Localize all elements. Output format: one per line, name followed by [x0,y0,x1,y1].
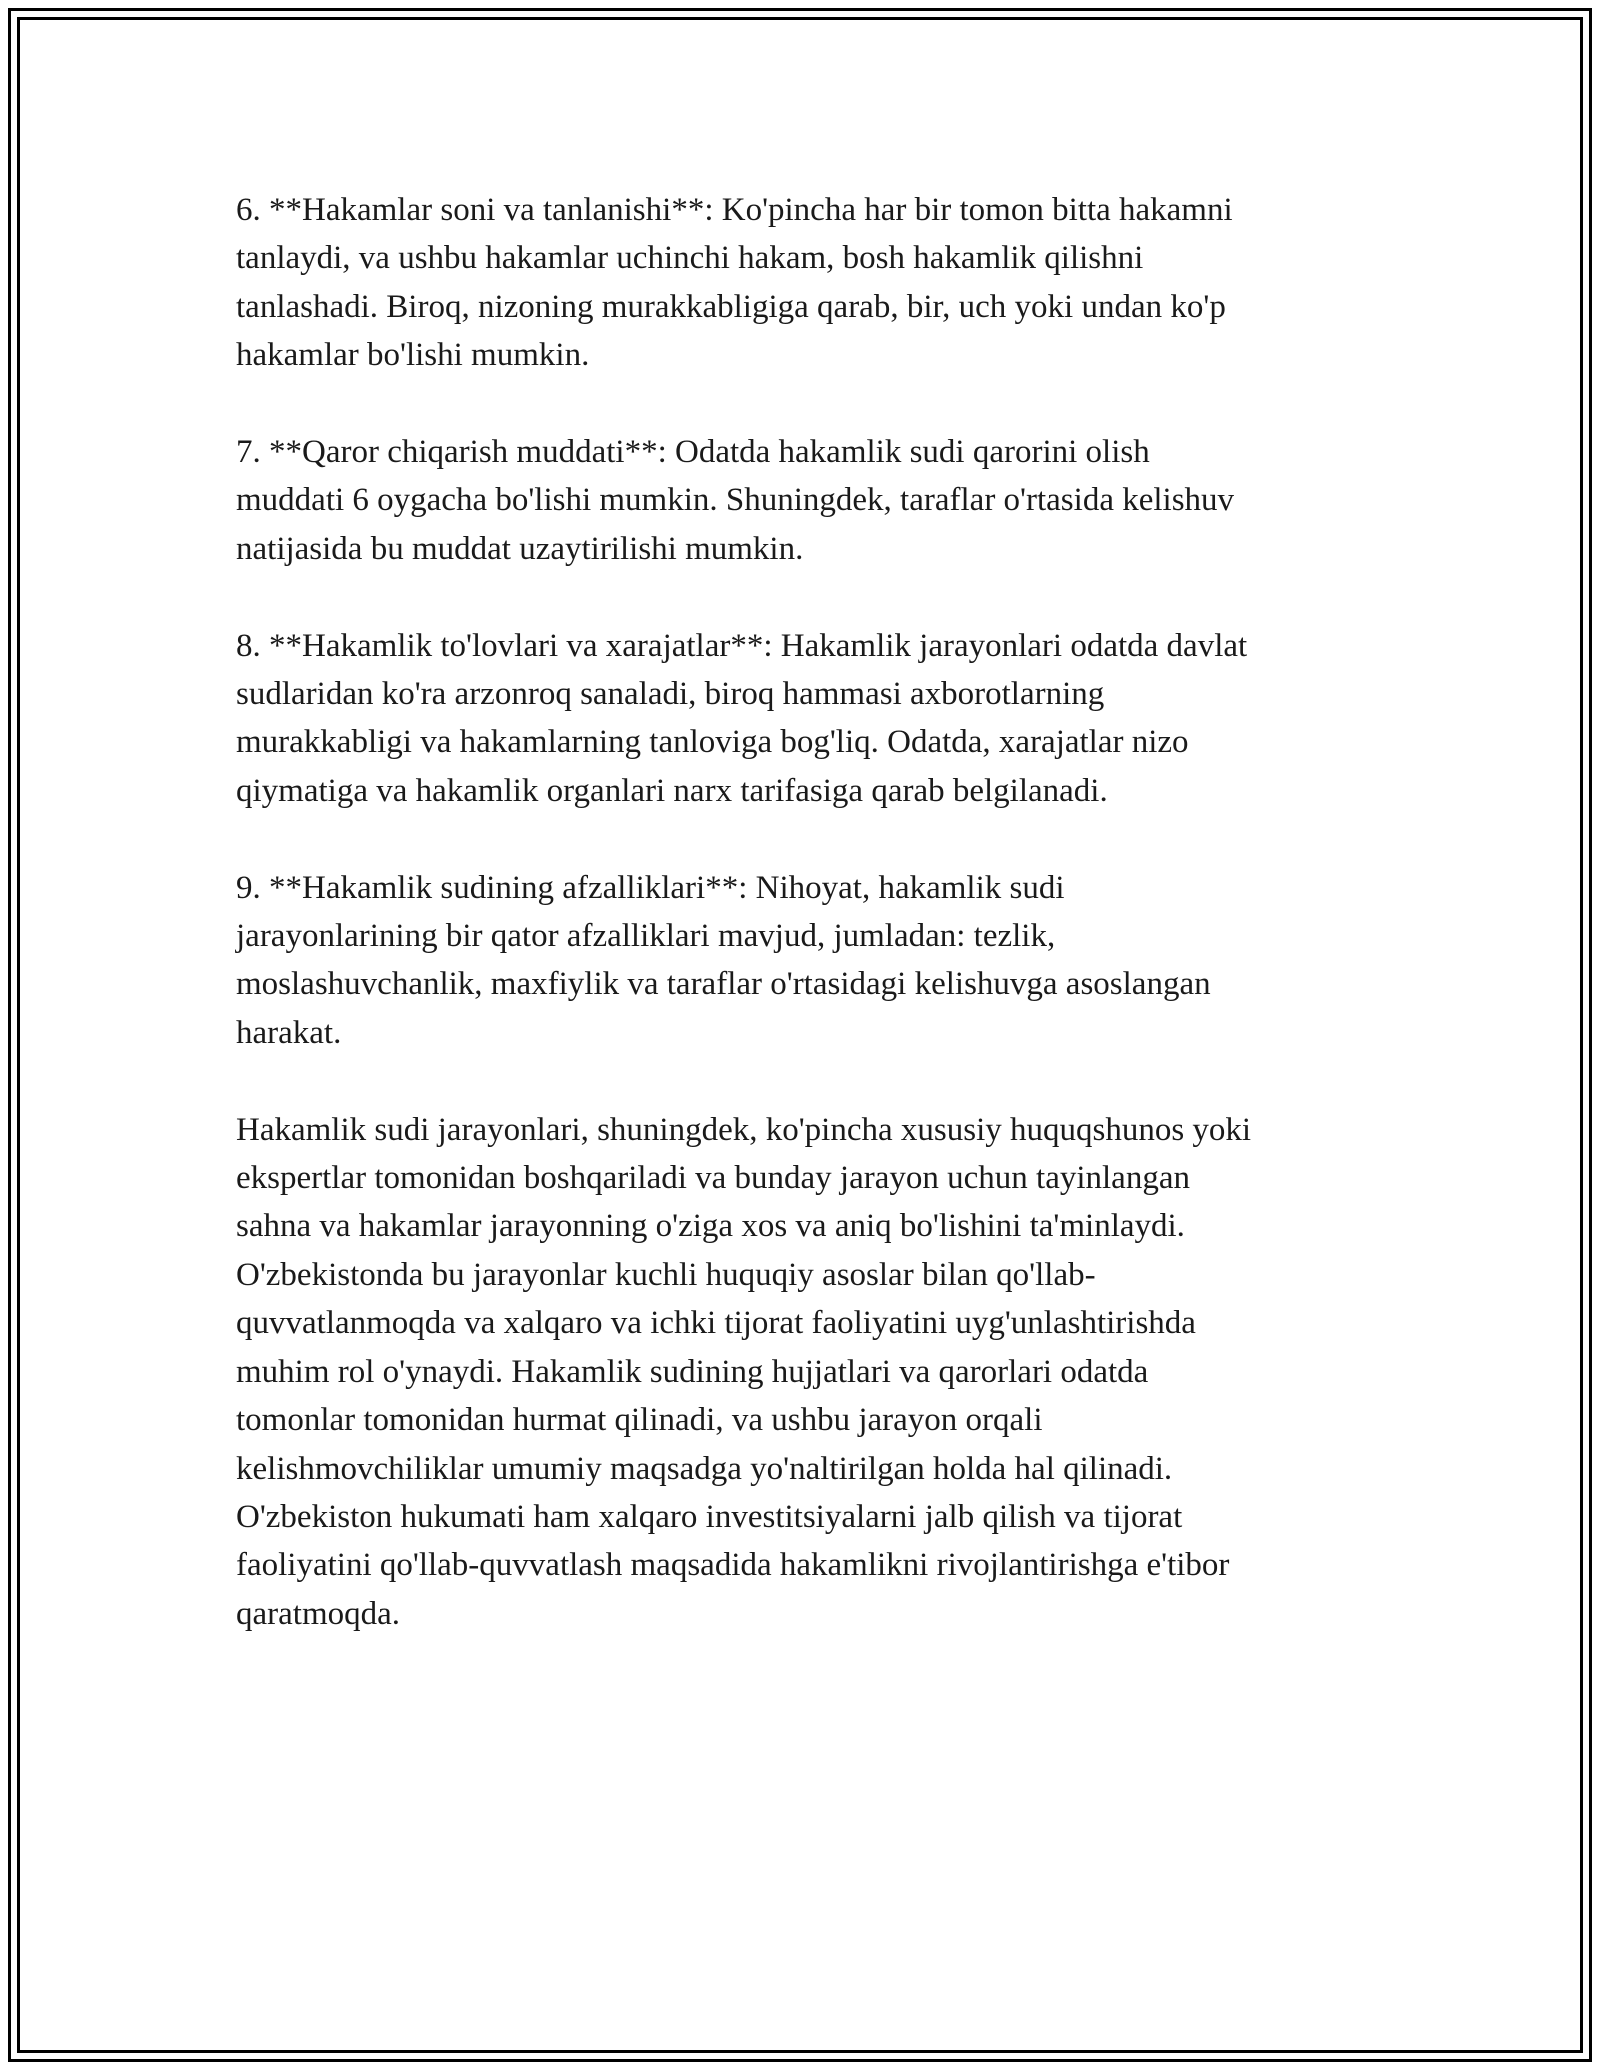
paragraph-item-9: 9. **Hakamlik sudining afzalliklari**: Nihoyat, hakamlik sudi jarayonlarining bir qator afzalliklari mavjud, jumladan: tezlik, moslashuvchanlik, maxfiylik va taraflar o'rtasidagi kelishuvga asoslangan harakat. [236,869,1211,1051]
document-body [236,186,1376,1638]
paragraph-conclusion: Hakamlik sudi jarayonlari, shuningdek, ko'pincha xususiy huquqshunos yoki ekspertlar tomonidan boshqariladi va bunday jarayon uchun tayinlangan sahna va hakamlar jarayonning o'ziga xos va aniq bo'lishini ta'minlaydi. O'zbekistonda bu jarayonlar kuchli huquqiy asoslar bilan qo'llab- quvvatlanmoqda va xalqaro va ichki tijorat faoliyatini uyg'unlashtirishda muhim rol o'ynaydi. Hakamlik sudining hujjatlari va qarorlari odatda tomonlar tomonidan hurmat qilinadi, va ushbu jarayon orqali kelishmovchiliklar umumiy maqsadga yo'naltirilgan holda hal qilinadi. O'zbekiston hukumati ham xalqaro investitsiyalarni jalb qilish va tijorat faoliyatini qo'llab-quvvatlash maqsadida hakamlikni rivojlantirishga e'tibor qaratmoqda. [236,1111,1252,1632]
paragraph-item-8: 8. **Hakamlik to'lovlari va xarajatlar**: Hakamlik jarayonlari odatda davlat sudlaridan ko'ra arzonroq sanaladi, biroq hammasi axborotlarning murakkabligi va hakamlarning tanloviga bog'liq. Odatda, xarajatlar nizo qiymatiga va hakamlik organlari narx tarifasiga qarab belgilanadi. [236,627,1248,809]
paragraph-item-7: 7. **Qaror chiqarish muddati**: Odatda hakamlik sudi qarorini olish muddati 6 oygacha bo'lishi mumkin. Shuningdek, taraflar o'rtasida kelishuv natijasida bu muddat uzaytirilishi mumkin. [236,434,1235,567]
paragraph-item-6: 6. **Hakamlar soni va tanlanishi**: Ko'pincha har bir tomon bitta hakamni tanlaydi, va ushbu hakamlar uchinchi hakam, bosh hakamlik qilishni tanlashadi. Biroq, nizoning murakkabligiga qarab, bir, uch yoki undan ko'p hakamlar bo'lishi mumkin. [236,192,1233,374]
